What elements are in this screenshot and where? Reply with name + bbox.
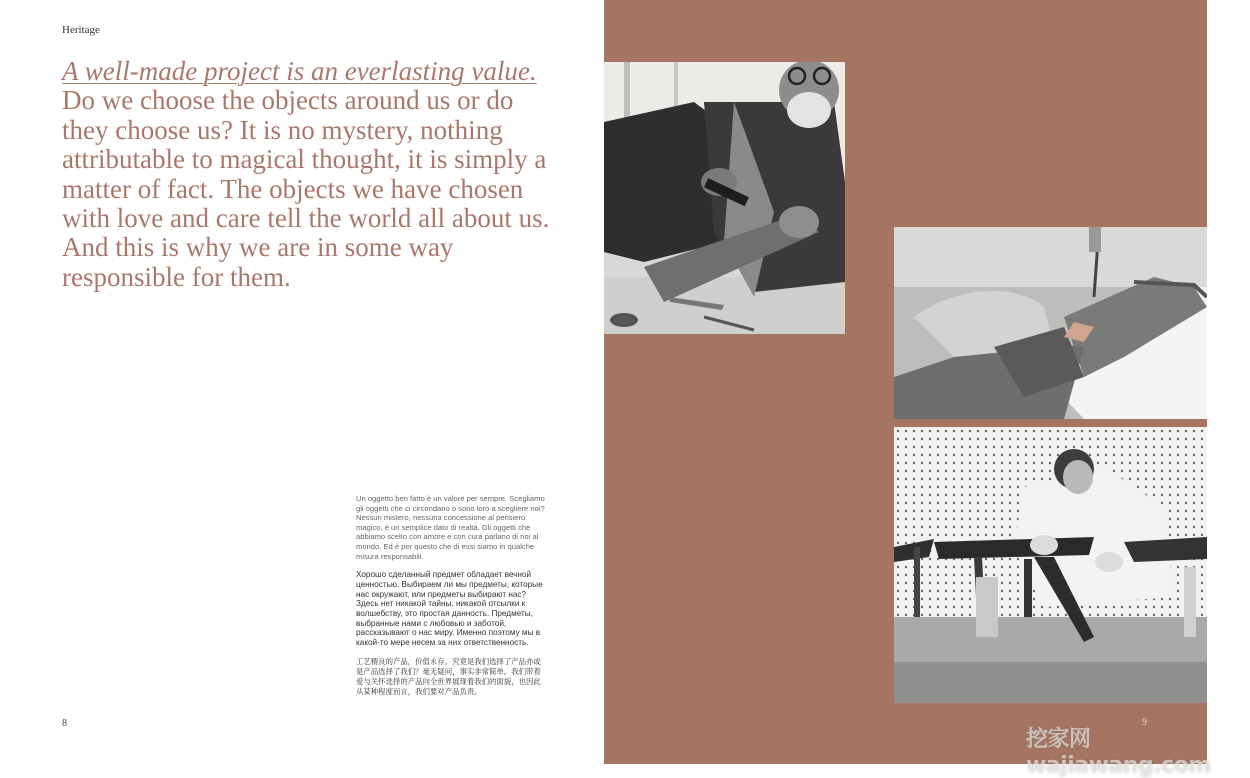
headline-lead: A well-made project is an everlasting value.	[62, 56, 537, 86]
watermark-logo: 挖家网 wajiawang.com	[1026, 727, 1211, 778]
body-text-column	[356, 494, 546, 698]
craftsman-assembling-chair-photo	[894, 427, 1207, 703]
headline	[62, 57, 552, 292]
headline-body: Do we choose the objects around us or do they choose us? It is no mystery, nothing attributable to magical thought, it is simply a matter of fact. The objects we have chosen with love and care tell the world all about us. And this is why we are in some way responsible for them.	[62, 85, 550, 292]
craftsman-cutting-leather-photo	[604, 62, 845, 334]
folio-right: 9	[1142, 717, 1147, 728]
chinese-text: 工艺精良的产品，价值永存。究竟是我们选择了产品亦或是产品选择了我们？毫无疑问，事实非常简单。我们带着爱与关怀选择的产品向全世界展现着我们的面貌，也因此从某种程度而言，我们要对产品负责。	[356, 656, 541, 697]
folio-left: 8	[62, 718, 67, 729]
italian-text: Un oggetto ben fatto è un valore per sempre. Scegliamo gli oggetti che ci circondano o sono loro a sceglierе noi? Nessun mistero, nessuna concessione al pensiero magico, è un semplice dato di realtà. Gli oggetti che abbiamo scelto con amore e con cura parlano di noi al mondo. Ed è per questo che di essi siamo in qualche misura responsabili.	[356, 494, 545, 561]
hands-upholstering-photo	[894, 227, 1207, 419]
russian-text: Хорошо сделанный предмет обладает вечной ценностью. Выбираем ли мы предметы, которые нас окружают, или предметы выбирают нас? Здесь нет никакой тайны, никакой отсылки к волшебству, это простая данность. Предметы, выбранные нами с любовью и заботой, рассказывают о нас миру. Именно поэтому мы в какой-то мере несем за них ответственность.	[356, 570, 543, 648]
right-margin	[1207, 0, 1250, 764]
running-head: Heritage	[62, 24, 100, 36]
